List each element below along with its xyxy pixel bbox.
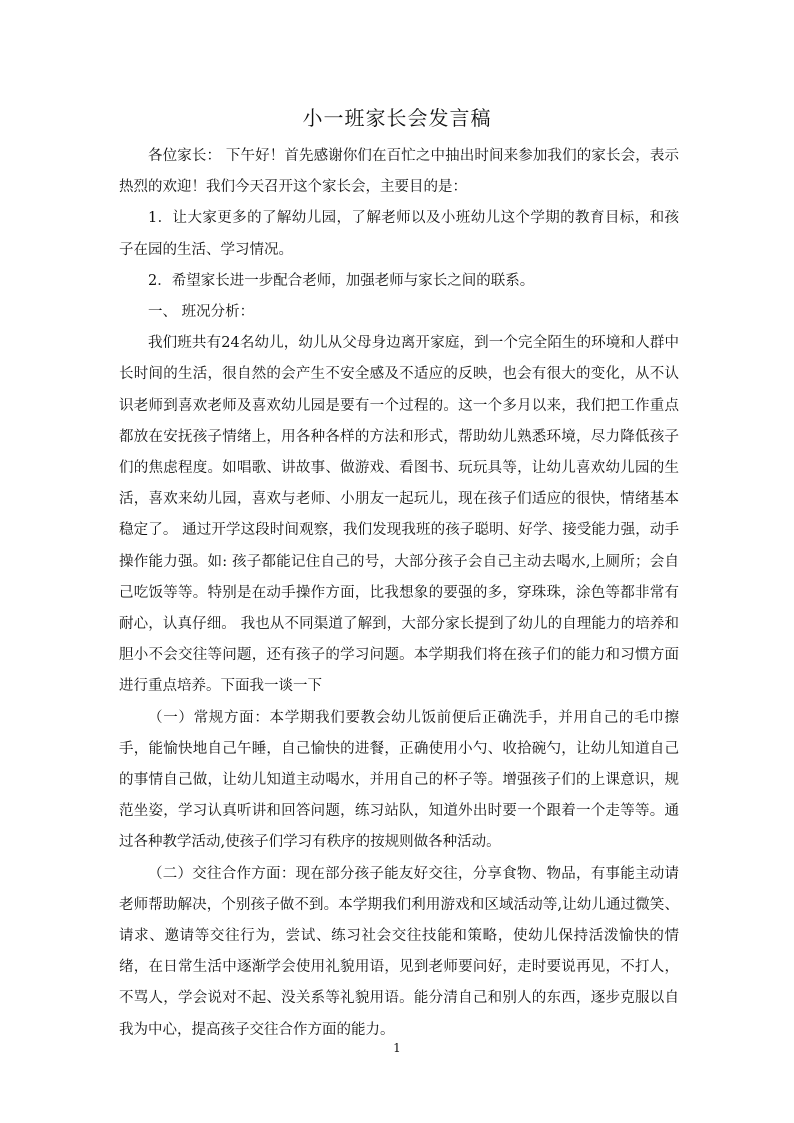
social-cooperation-paragraph: （二）交往合作方面：现在部分孩子能友好交往，分享食物、物品，有事能主动请老师帮助解决，个别孩子做不到。本学期我们利用游戏和区域活动等,让幼儿通过微笑、请求、邀请等交往行为，尝试、练习社会交往技能和策略，使幼儿保持活泼愉快的情绪，在日常生活中逐渐学会使用礼貌用语，见到老师要问好，走时要说再见，不打人，不骂人，学会说对不起、没关系等礼貌用语。能分清自己和别人的东西，逐步克服以自我为中心，提高孩子交往合作方面的能力。 [119,865,679,1038]
document-body [119,141,679,1046]
greeting-paragraph: 各位家长： 下午好！首先感谢你们在百忙之中抽出时间来参加我们的家长会，表示热烈的欢迎！我们今天召开这个家长会，主要目的是： [119,148,679,196]
section-heading-class-analysis: 一、 班况分析： [148,304,255,321]
page-number: 1 [393,1041,401,1055]
routine-paragraph: （一）常规方面：本学期我们要教会幼儿饭前便后正确洗手，并用自己的毛巾擦手，能愉快地自己午睡，自己愉快的进餐，正确使用小勺、收拾碗勺，让幼儿知道自己的事情自己做，让幼儿知道主动喝水，并用自己的杯子等。增强孩子们的上课意识，规范坐姿，学习认真听讲和回答问题，练习站队，知道外出时要一个跟着一个走等等。通过各种教学活动,使孩子们学习有秩序的按规则做各种活动。 [119,709,679,851]
document-title: 小一班家长会发言稿 [302,106,492,130]
class-analysis-paragraph: 我们班共有24名幼儿，幼儿从父母身边离开家庭，到一个完全陌生的环境和人群中长时间的生活，很自然的会产生不安全感及不适应的反映，也会有很大的变化，从不认识老师到喜欢老师及喜欢幼儿园是要有一个过程的。这一个多月以来，我们把工作重点都放在安抚孩子情绪上，用各种各样的方法和形式，帮助幼儿熟悉环境，尽力降低孩子们的焦虑程度。如唱歌、讲故事、做游戏、看图书、玩玩具等，让幼儿喜欢幼儿园的生活，喜欢来幼儿园，喜欢与老师、小朋友一起玩儿，现在孩子们适应的很快，情绪基本稳定了。 通过开学这段时间观察，我们发现我班的孩子聪明、好学、接受能力强，动手操作能力强。如: 孩子都能记住自己的号，大部分孩子会自己主动去喝水,上厕所；会自己吃饭等等。特别是在动手操作方面，比我想象的要强的多，穿珠珠，涂色等都非常有耐心，认真仔细。 我也从不同渠道了解到，大部分家长提到了幼儿的自理能力的培养和胆小不会交往等问题，还有孩子的学习问题。本学期我们将在孩子们的能力和习惯方面进行重点培养。下面我一谈一下 [119,335,679,695]
purpose-item-1: 1．让大家更多的了解幼儿园，了解老师以及小班幼儿这个学期的教育目标，和孩子在园的生活、学习情况。 [119,210,679,258]
purpose-item-2: 2．希望家长进一步配合老师，加强老师与家长之间的联系。 [148,272,535,289]
